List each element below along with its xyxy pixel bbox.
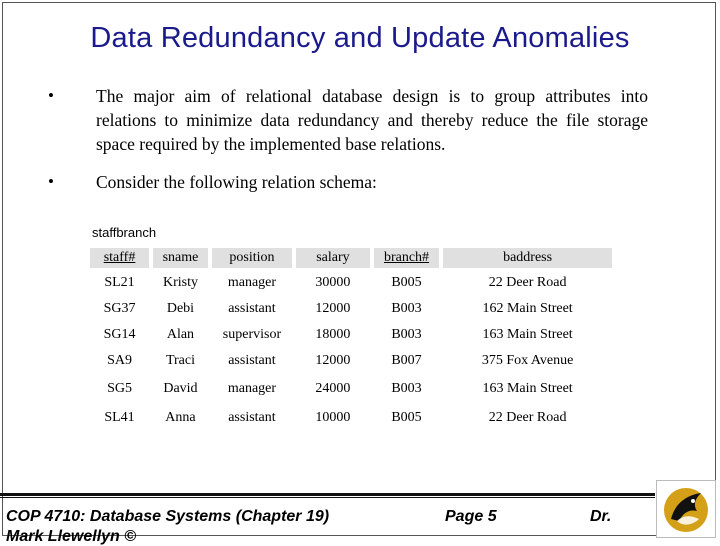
table-cell: assistant	[228, 409, 276, 425]
table-row	[90, 376, 612, 401]
table-cell: 24000	[315, 380, 351, 396]
table-cell: assistant	[228, 353, 276, 368]
table-cell: B005	[391, 409, 422, 425]
column-header: sname	[153, 248, 208, 268]
table-cell: SL21	[104, 275, 135, 290]
table-cell: 163 Main Street	[482, 327, 573, 342]
slide-title: Data Redundancy and Update Anomalies	[90, 22, 630, 54]
table-cell: supervisor	[222, 327, 282, 342]
column-header: salary	[296, 248, 370, 268]
table-cell: B003	[391, 301, 422, 316]
table-row	[90, 405, 612, 430]
table-cell: 22 Deer Road	[488, 409, 567, 425]
footer-course: COP 4710: Database Systems (Chapter 19)	[6, 508, 330, 525]
table-cell: SG5	[107, 380, 132, 396]
column-header: staff#	[90, 248, 149, 268]
table-cell: manager	[227, 380, 277, 396]
footer-divider-thin	[0, 497, 655, 498]
table-cell: 12000	[315, 301, 351, 316]
table-cell: B003	[391, 327, 422, 342]
footer-author-rest: Mark Llewellyn ©	[6, 528, 137, 545]
table-cell: SL41	[104, 409, 135, 425]
bullet-marker-1: •	[48, 86, 54, 105]
bullet-text-2: Consider the following relation schema:	[96, 172, 377, 192]
ucf-pegasus-logo-icon	[656, 480, 716, 538]
table-row	[90, 298, 612, 320]
table-cell: Traci	[165, 353, 195, 368]
table-cell: manager	[227, 275, 277, 290]
table-cell: 12000	[315, 353, 351, 368]
table-cell: 375 Fox Avenue	[481, 353, 574, 368]
table-cell: Debi	[166, 301, 195, 316]
table-cell: B007	[391, 353, 422, 368]
table-row	[90, 272, 612, 294]
table-cell: 163 Main Street	[482, 380, 573, 396]
column-header: position	[212, 248, 292, 268]
table-cell: 30000	[315, 275, 351, 290]
relation-table	[86, 244, 616, 434]
table-cell: B005	[391, 275, 422, 290]
table-cell: 162 Main Street	[482, 301, 573, 316]
table-cell: SG14	[103, 327, 136, 342]
footer-divider	[0, 493, 655, 496]
table-cell: 18000	[315, 327, 351, 342]
bullet-text-1: The major aim of relational database design is to group attributes into relations to minimize data redundancy and thereby reduce the file storage space required by the implemented base relations.	[96, 86, 648, 154]
table-cell: 22 Deer Road	[488, 275, 567, 290]
table-row	[90, 350, 612, 372]
table-cell: Alan	[166, 327, 195, 342]
bullet-marker-2: •	[48, 172, 54, 191]
table-cell: Anna	[165, 409, 196, 425]
footer-author-start: Dr.	[590, 508, 612, 525]
relation-name: staffbranch	[92, 225, 157, 240]
column-header: branch#	[374, 248, 439, 268]
table-cell: David	[163, 380, 198, 396]
table-cell: SA9	[107, 353, 132, 368]
table-row	[90, 324, 612, 346]
table-cell: SG37	[103, 301, 136, 316]
table-cell: assistant	[228, 301, 276, 316]
column-header: baddress	[443, 248, 612, 268]
table-cell: 10000	[315, 409, 351, 425]
table-header-row	[90, 248, 612, 268]
table-cell: Kristy	[162, 275, 198, 290]
footer-page: Page 5	[445, 508, 497, 525]
table-cell: B003	[391, 380, 422, 396]
